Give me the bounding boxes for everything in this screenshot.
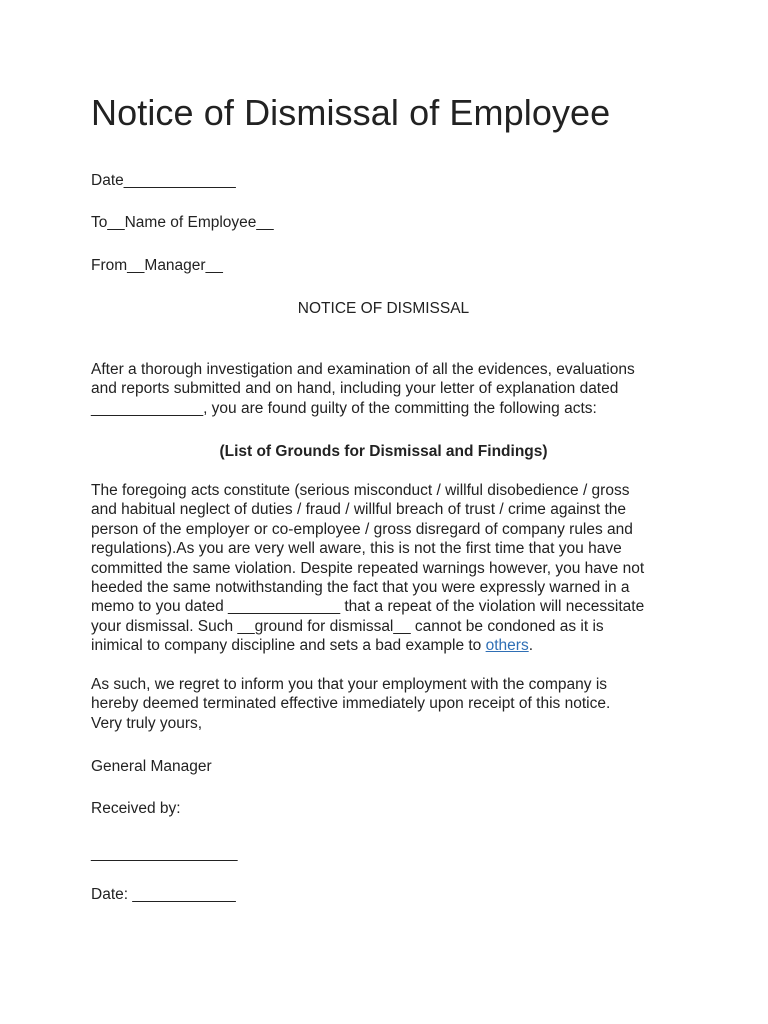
body-line: and habitual neglect of duties / fraud / willful breach of trust / crime against the [91,501,627,519]
body-line: regulations).As you are very well aware, this is not the first time that you have [91,540,622,558]
document-title: Notice of Dismissal of Employee [91,92,611,133]
intro-paragraph [91,360,635,418]
received-by-label: Received by: [91,800,181,817]
body-line: memo to you dated _____________ that a repeat of the violation will necessitate [91,598,645,616]
from-line: From__Manager__ [91,257,223,274]
intro-line: _____________, you are found guilty of the committing the following acts: [91,399,597,417]
grounds-heading: (List of Grounds for Dismissal and Findings) [219,443,548,460]
body-last-line-text: inimical to company discipline and sets a bad example to [91,637,486,655]
closing-paragraph [91,675,610,733]
closing-line: hereby deemed terminated effective immediately upon receipt of this notice. [91,695,611,713]
intro-line: and reports submitted and on hand, including your letter of explanation dated [91,380,619,398]
others-link[interactable]: others [485,637,529,655]
closing-line: Very truly yours, [91,714,203,732]
body-last-line-period: . [528,637,534,655]
body-line: heeded the same notwithstanding the fact that you were expressly warned in a [91,579,630,597]
intro-line: After a thorough investigation and examination of all the evidences, evaluations [91,361,635,378]
notice-heading: NOTICE OF DISMISSAL [297,300,470,317]
closing-line: As such, we regret to inform you that your employment with the company is [91,676,608,693]
date-footer: Date: ____________ [91,886,236,903]
body-line: your dismissal. Such __ground for dismissal__ cannot be condoned as it is [91,617,604,635]
to-line: To__Name of Employee__ [91,214,274,231]
body-line: The foregoing acts constitute (serious misconduct / willful disobedience / gross [91,482,630,499]
signature-line: _________________ [91,845,238,862]
body-line: person of the employer or co-employee / gross disregard of company rules and [91,520,633,538]
signatory-title: General Manager [91,758,212,775]
body-paragraph [91,481,644,656]
body-last-line [91,636,644,655]
body-line: committed the same violation. Despite repeated warnings however, you have not [91,559,645,577]
date-line: Date_____________ [91,172,236,189]
